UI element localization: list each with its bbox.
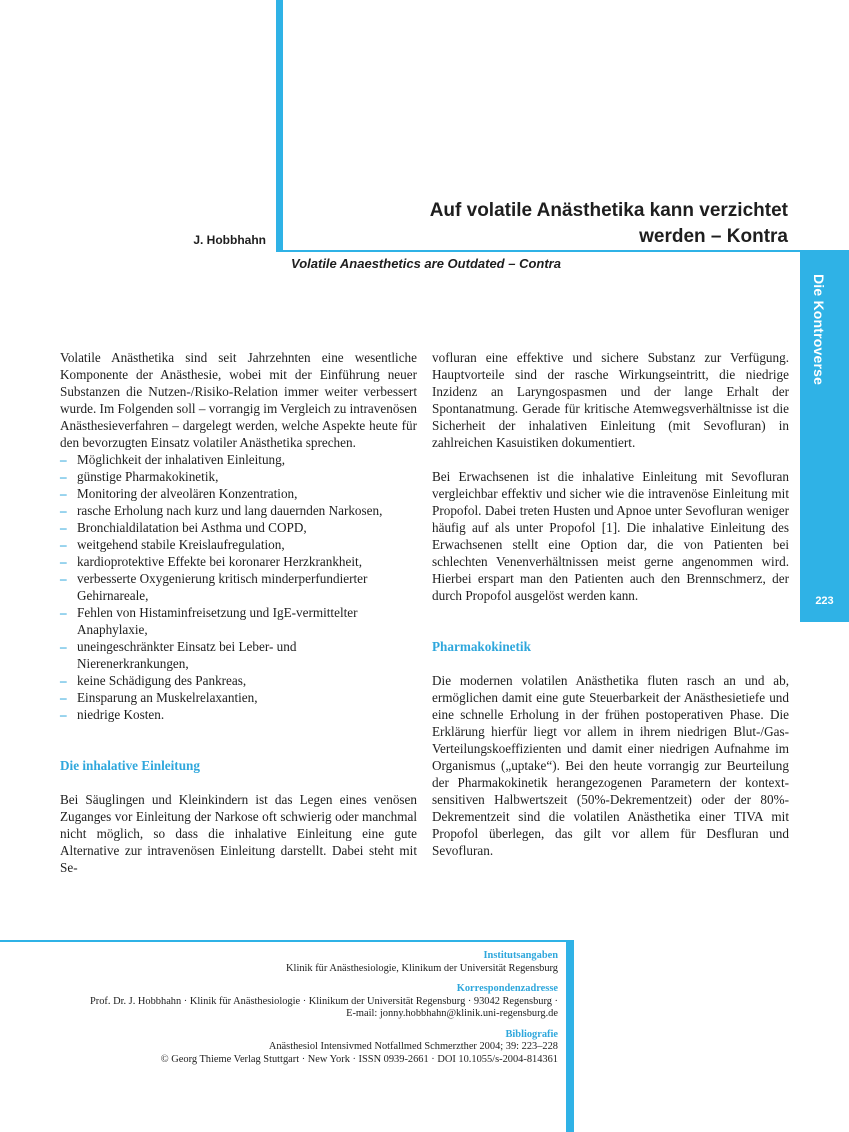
- correspondence-email: E-mail: jonny.hobbhahn@klinik.uni-regensburg.de: [346, 1008, 558, 1019]
- article-title: [328, 198, 788, 250]
- page-number: 223: [815, 595, 834, 607]
- section-tab-label: Die Kontroverse: [811, 274, 827, 386]
- right-column: [432, 349, 789, 859]
- list-item: – Einsparung an Muskelrelaxantien,: [60, 689, 417, 706]
- intro-paragraph: Volatile Anästhetika sind seit Jahrzehnten eine wesentliche Komponente der Anästhesie, wobei mit der Einführung neuer Substanzen die Nutzen-/Risiko-Relation immer weiter verbessert wurde. Im Folgenden soll – vorrangig im Vergleich zu intravenösen Anästhesieverfahren – dargelegt werden, welche Aspekte heute für den bevorzugten Einsatz volatiler Anästhetika sprechen.: [60, 350, 417, 450]
- list-item: – verbesserte Oxygenierung kritisch minderperfundierter Gehirnareale,: [60, 570, 417, 604]
- footer-rule: [0, 940, 566, 942]
- bibliography-block: [38, 1029, 558, 1067]
- list-item: – weitgehend stabile Kreislaufregulation,: [60, 536, 417, 553]
- title-line-2: werden – Kontra: [639, 226, 788, 247]
- correspondence-address: Prof. Dr. J. Hobbhahn · Klinik für Anästhesiologie · Klinikum der Universität Regensburg · 93042 Regensburg ·: [90, 995, 558, 1007]
- list-item: – uneingeschränkter Einsatz bei Leber- und Nierenerkrankungen,: [60, 638, 417, 672]
- pharmacokinetics-paragraph: Die modernen volatilen Anästhetika fluten rasch an und ab, ermöglichen damit eine gute Steuerbarkeit der Anästhesietiefe und eine schnelle Erholung in der frühen postoperativen Phase. Die Erklärung hierfür liegt vor allem in ihrem niedrigen Blut-/Gas-Verteilungskoeffizienten und damit einer niedrigen Aufnahme im Organismus („uptake“). Bei den heute vorrangig zur Beurteilung der Pharmakokinetik herangezogenen Parametern der kontext-sensitiven Halbwertszeit (50%-Dekrementzeit) oder der 80%-Dekrementzeit sind die volatilen Anästhetika einer TIVA mit Propofol überlegen, das gilt vor allem für Desfluran und Sevofluran.: [432, 673, 789, 858]
- bibliography-heading: Bibliografie: [505, 1028, 558, 1040]
- list-item: – günstige Pharmakokinetik,: [60, 468, 417, 485]
- footer-accent-bar: [566, 940, 574, 1132]
- inhalation-paragraph: Bei Säuglingen und Kleinkindern ist das Legen eines venösen Zuganges vor Einleitung der Narkose oft schwierig oder manchmal nicht möglich, so dass die inhalative Einleitung eine gute Alternative zur intravenösen Einleitung darstellt. Dabei steht mit Se-: [60, 792, 417, 875]
- list-item: – Bronchialdilatation bei Asthma und COPD,: [60, 519, 417, 536]
- section-heading-pharmacokinetics: Pharmakokinetik: [432, 639, 531, 654]
- top-accent-bar: [276, 0, 283, 251]
- article-metadata: [38, 950, 558, 1074]
- list-item: – niedrige Kosten.: [60, 706, 417, 723]
- sevoflurane-paragraph: vofluran eine effektive und sichere Substanz zur Verfügung. Hauptvorteile sind der rasche Wirkungseintritt, die niedrige Inzidenz an Laryngospasmen und der lange Erhalt der Spontanatmung. Gerade für kritische Atemwegsverhältnisse ist die Sicherheit der inhalativen Einleitung (mit Sevofluran) in zahlreichen Kasuistiken dokumentiert.: [432, 350, 789, 450]
- author-name: J. Hobbhahn: [193, 233, 266, 247]
- correspondence-heading: Korrespondenzadresse: [456, 983, 558, 994]
- list-item: – Fehlen von Histaminfreisetzung und IgE-vermittelter Anaphylaxie,: [60, 604, 417, 638]
- article-subtitle: Volatile Anaesthetics are Outdated – Contra: [291, 256, 561, 271]
- list-item: – Möglichkeit der inhalativen Einleitung,: [60, 451, 417, 468]
- institution-text: Klinik für Anästhesiologie, Klinikum der Universität Regensburg: [286, 962, 558, 974]
- title-line-1: Auf volatile Anästhetika kann verzichtet: [429, 200, 788, 221]
- institution-heading: Institutsangaben: [483, 950, 558, 961]
- bibliography-citation: Anästhesiol Intensivmed Notfallmed Schmerzther 2004; 39: 223–228: [268, 1041, 558, 1052]
- list-item: – keine Schädigung des Pankreas,: [60, 672, 417, 689]
- list-item: – rasche Erholung nach kurz und lang dauernden Narkosen,: [60, 502, 417, 519]
- adults-paragraph: Bei Erwachsenen ist die inhalative Einleitung mit Sevofluran vergleichbar effektiv und sicher wie die intravenöse Einleitung mit Propofol. Dabei treten Husten und Apnoe unter Sevofluran weniger häufig auf als unter Propofol [1]. Die inhalative Einleitung des Erwachsenen stellt eine Option dar, die von Patienten bei schlechten Venenverhältnissen meist gerne angenommen wird. Hierbei erspart man den Patienten auch den Brennschmerz, der durch Propofol ausgelöst werden kann.: [432, 469, 789, 603]
- list-item: – kardioprotektive Effekte bei koronarer Herzkrankheit,: [60, 553, 417, 570]
- section-tab: [800, 252, 849, 622]
- institution-block: [38, 950, 558, 975]
- section-heading-inhalation: Die inhalative Einleitung: [60, 758, 200, 773]
- correspondence-block: [38, 983, 558, 1021]
- left-column: [60, 349, 417, 876]
- bibliography-publisher: © Georg Thieme Verlag Stuttgart · New York · ISSN 0939-2661 · DOI 10.1055/s-2004-814361: [160, 1053, 558, 1065]
- header-rule: [276, 250, 849, 252]
- list-item: – Monitoring der alveolären Konzentration,: [60, 485, 417, 502]
- advantages-list: [60, 451, 417, 723]
